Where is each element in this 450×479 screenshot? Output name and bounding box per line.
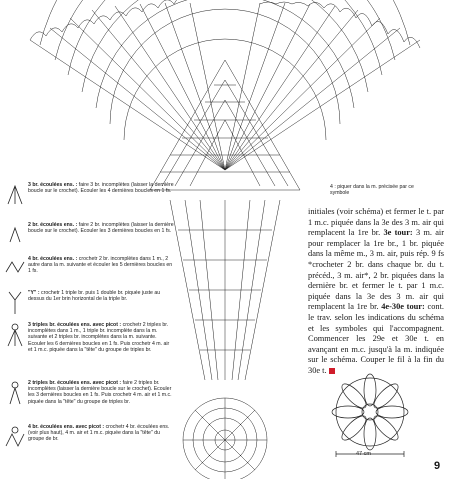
pattern-paragraph: 3 m. air pour remplacer la 1re br., 1 br. piquée dans la même m., 3 m. air, puis rép. 9 fs *crocheter 2 br. dans chaque br. du t. précéd., 3 m. air*, 2 br. piquées dans la dernière br. et fermer le t. par 1 m.c. piquée dans la 3e des 3 m. air qui remplacent la 1re br.: [308, 228, 445, 312]
legend-text: faire 3 br. incomplètes (laisser la dernière boucle sur le crochet). Ecouler les 4 dernières boucles en 1 fs.: [28, 182, 174, 195]
legend-text: crochetr 4 br. écoulées ens. (voir plus haut), 4 m. air et 1 m.c. piquée dans la "tête" du groupe de br.: [28, 424, 170, 443]
legend-title: 3 br. écoulées ens. :: [28, 182, 78, 188]
round-4-30-label: 4e-30e tour:: [381, 302, 425, 312]
legend-title: 4 br. écoulées ens. avec picot :: [28, 424, 105, 430]
pin-note: 4 : piquer dans la m. précisée par ce symbole: [330, 184, 414, 196]
legend-title: "Y" :: [28, 290, 40, 296]
legend-4-br-picot: [4, 424, 174, 443]
three-dc-together-symbol-icon: [4, 182, 26, 208]
stem: [170, 200, 280, 380]
legend-2-br: [4, 222, 174, 234]
legend-title: 3 triples br. écoulées ens. avec picot :: [28, 322, 122, 328]
legend-text: crochetr 1 triple br. puis 1 double br. piquée juste au dessus du 1er brin horizontal de la triple br.: [28, 290, 161, 303]
central-triangle: [150, 60, 300, 190]
four-dc-together-symbol-icon: [4, 256, 26, 282]
legend-y: [4, 290, 174, 302]
legend-3-tr-picot: [4, 322, 174, 353]
pattern-paragraph: initiales (voir schéma) et fermer le t. par 1 m.c. piquée dans la 3e des 3 m. air qui remplacent la 1re br.: [308, 207, 444, 238]
pattern-instructions: [308, 207, 444, 377]
legend-2-tr-picot: [4, 380, 174, 405]
legend-text: faire 2 triples br. incomplètes (laisser la dernière boucle sur le crochet). Ecouler les 3 dernières boucles en 1 fs. Puis crochetr 4 m. air et 1 m.c. piquée dans la "tête" du groupe de triples br.: [28, 380, 172, 405]
legend-4-br: [4, 256, 174, 275]
dimension-label: 47 cm: [356, 451, 371, 457]
legend-3-br: [4, 182, 174, 194]
fan-spokes: [30, 3, 420, 170]
legend-title: 2 triples br. écoulées ens. avec picot :: [28, 380, 122, 386]
end-square-icon: [329, 368, 335, 374]
round-3-label: 3e tour:: [383, 228, 413, 238]
legend-title: 2 br. écoulées ens. :: [28, 222, 78, 228]
fan-arcs: [40, 0, 410, 140]
legend-title: 4 br. écoulées ens. :: [28, 256, 78, 262]
two-tr-picot-symbol-icon: [4, 380, 26, 406]
four-dc-picot-symbol-icon: [4, 424, 26, 450]
two-dc-together-symbol-icon: [4, 222, 26, 248]
doily-miniature: [332, 374, 408, 457]
y-stitch-symbol-icon: [4, 290, 26, 316]
page-number: 9: [434, 460, 441, 472]
pattern-paragraph: cont. le trav. selon les indications du schéma et les symboles qui l'accompagnent. Commencer les 29e et 30e t. en avançant en m.c. jusqu'à la m. indiquée sur le schéma. Couper le fil à la fin du 30e t.: [308, 302, 444, 375]
legend-text: faire 2 br. incomplètes (laisser la dernière boucle sur le crochet). Ecouler les 3 dernières boucles en 1 fs.: [28, 222, 174, 235]
legend-text: crochetr 2 triples br. incomplètes dans 1 m., 1 triple br. incomplète dans la m. suivante et 2 triples br. incomplètes dans la m. suivante. Ecouler les 6 dernières boucles en 1 fs. Puis crochetr 4 m. air et 1 m.c. piquée dans la "tête" du groupe de triples br.: [28, 322, 170, 353]
picot-border: [30, 0, 420, 48]
bottom-medallion: [183, 398, 267, 479]
legend-text: crochetr 2 br. incomplètes dans 1 m., 2 autre dans la m. suivante et écouler les 5 dernières boucles en 1 fs.: [28, 256, 173, 275]
three-tr-picot-symbol-icon: [4, 322, 26, 348]
